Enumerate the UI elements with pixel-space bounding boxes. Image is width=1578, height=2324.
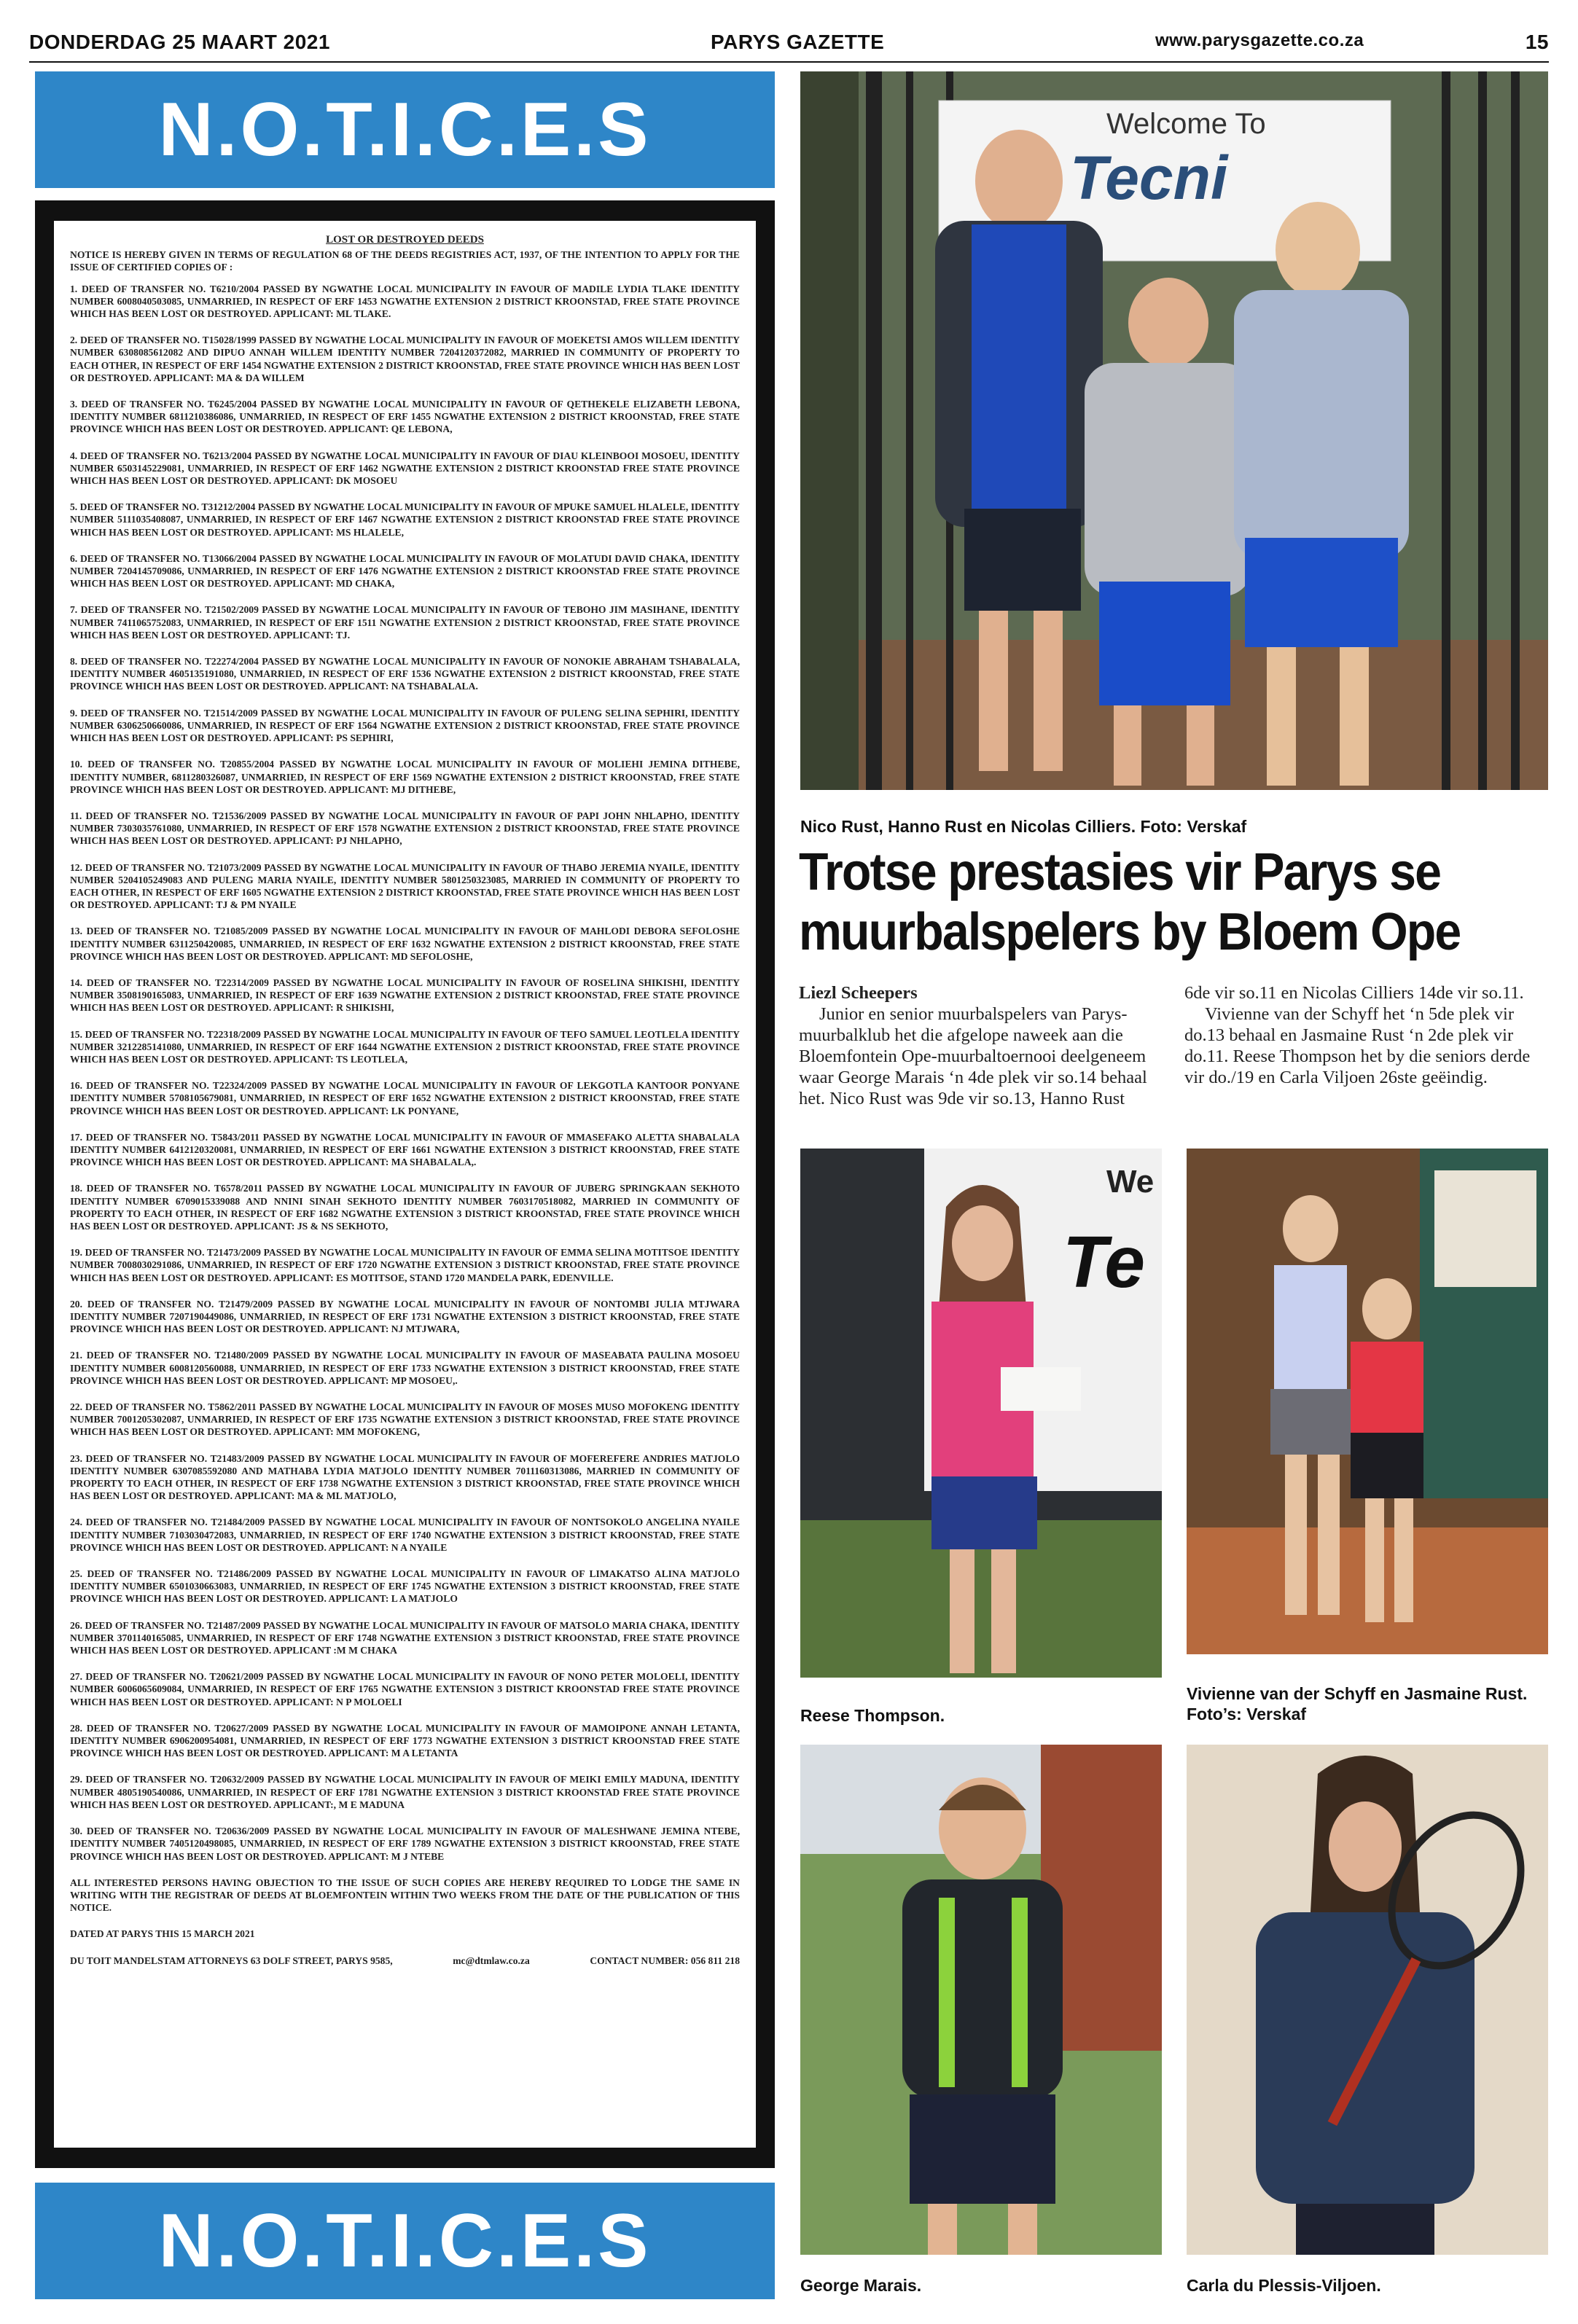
article-column-1 (799, 982, 1163, 1109)
svg-text:We: We (1106, 1164, 1155, 1200)
article-column-2 (1184, 982, 1549, 1088)
notice-item: 28. DEED OF TRANSFER NO. T20627/2009 PASSED BY NGWATHE LOCAL MUNICIPALITY IN FAVOUR OF MAMOIPONE ANNAH LETANTA, IDENTITY NUMBER 6906200954081, UNMARRIED, IN RESPECT OF ERF 1773 NGWATHE EXTENSION 3 DISTRICT KROONSTAD FREE STATE PROVINCE WHICH HAS BEEN LOST OR DESTROYED. APPLICANT: M A LETANTA (70, 1722, 740, 1759)
page-header (29, 29, 1549, 63)
notice-item: 21. DEED OF TRANSFER NO. T21480/2009 PASSED BY NGWATHE LOCAL MUNICIPALITY IN FAVOUR OF MASEABATA PAULINA MOSOEU IDENTITY NUMBER 6008120560088, UNMARRIED, IN RESPECT OF ERF 1733 NGWATHE EXTENSION 3 DISTRICT KROONSTAD, FREE STATE PROVINCE WHICH HAS BEEN LOST OR DESTROYED. APPLICANT: MP MOSOEU,. (70, 1350, 740, 1386)
notices-banner-text: N.O.T.I.C.E.S (158, 87, 652, 172)
caption-three-boys: Nico Rust, Hanno Rust en Nicolas Cilliers. Foto: Verskaf (800, 817, 1247, 836)
photo-vivienne-jasmaine (1187, 1149, 1548, 1654)
sign-brand-text: Tecni (1070, 144, 1228, 212)
notices-closing: ALL INTERESTED PERSONS HAVING OBJECTION TO THE ISSUE OF SUCH COPIES ARE HEREBY REQUIRED TO LODGE THE SAME IN WRITING WITH THE REGISTRAR OF DEEDS AT BLOEMFONTEIN WITHIN TWO WEEKS FROM THE DATE OF THE PUBLICATION OF THIS NOTICE. (70, 1877, 740, 1914)
caption-carla-du-plessis-viljoen: Carla du Plessis-Viljoen. (1187, 2276, 1381, 2295)
notice-item: 23. DEED OF TRANSFER NO. T21483/2009 PASSED BY NGWATHE LOCAL MUNICIPALITY IN FAVOUR OF MOFEREFERE ANDRIES MATJOLO IDENTITY NUMBER 6307085592080 AND MATHABA LYDIA MATJOLO IDENTITY NUMBER 7011160313086, MARRIED IN COMMUNITY OF PROPERTY TO EACH OTHER, IN RESPECT OF ERF 1738 NGWATHE EXTENSION 3 DISTRICT KROONSTAD, FREE STATE PROVINCE WHICH HAS BEEN LOST OR DESTROYED. APPLICANT: MA & ML MATJOLO, (70, 1452, 740, 1502)
notice-list (70, 283, 740, 1863)
article-paragraph-2: Vivienne van der Schyff het ‘n 5de plek vir do.13 behaal en Jasmaine Rust ‘n 2de plek vir do.11. Reese Thompson het by die seniors derde vir do./19 en Carla Viljoen 26ste geëindig. (1184, 1004, 1531, 1087)
notice-item: 14. DEED OF TRANSFER NO. T22314/2009 PASSED BY NGWATHE LOCAL MUNICIPALITY IN FAVOUR OF ROSELINA SHIKISHI, IDENTITY NUMBER 3508190165083, UNMARRIED, IN RESPECT OF ERF 1639 NGWATHE EXTENSION 2 DISTRICT KROONSTAD, FREE STATE PROVINCE WHICH HAS BEEN LOST OR DESTROYED. APPLICANT: R SHIKISHI, (70, 977, 740, 1014)
photo-george-marais (800, 1745, 1162, 2255)
notice-item: 17. DEED OF TRANSFER NO. T5843/2011 PASSED BY NGWATHE LOCAL MUNICIPALITY IN FAVOUR OF MMASEFAKO ALETTA SHABALALA IDENTITY NUMBER 6412120320081, UNMARRIED, IN RESPECT OF ERF 1661 NGWATHE EXTENSION 3 DISTRICT KROONSTAD, FREE STATE PROVINCE WHICH HAS BEEN LOST OR DESTROYED. APPLICANT: MA SHABALALA,. (70, 1131, 740, 1168)
issue-date: DONDERDAG 25 MAART 2021 (29, 31, 330, 53)
caption-vivienne-jasmaine: Vivienne van der Schyff en Jasmaine Rust. Foto’s: Verskaf (1187, 1684, 1528, 1724)
notices-signature (70, 1955, 740, 1967)
notice-item: 25. DEED OF TRANSFER NO. T21486/2009 PASSED BY NGWATHE LOCAL MUNICIPALITY IN FAVOUR OF LIMAKATSO ALINA MATJOLO IDENTITY NUMBER 6501030663083, UNMARRIED, IN RESPECT OF ERF 1745 NGWATHE EXTENSION 3 DISTRICT KROONSTAD, FREE STATE PROVINCE WHICH HAS BEEN LOST OR DESTROYED. APPLICANT: L A MATJOLO (70, 1568, 740, 1605)
attorneys-address: DU TOIT MANDELSTAM ATTORNEYS 63 DOLF STREET, PARYS 9585, (70, 1955, 393, 1966)
notices-title: LOST OR DESTROYED DEEDS (326, 234, 484, 246)
notice-item: 3. DEED OF TRANSFER NO. T6245/2004 PASSED BY NGWATHE LOCAL MUNICIPALITY IN FAVOUR OF QETHEKELE ELIZABETH LEBONA, IDENTITY NUMBER 6811210386086, UNMARRIED, IN RESPECT OF ERF 1455 NGWATHE EXTENSION 2 DISTRICT KROONSTAD, FREE STATE PROVINCE WHICH HAS BEEN LOST OR DESTROYED. APPLICANT: QE LEBONA, (70, 399, 740, 435)
article-paragraph-1: Junior en senior muurbalspelers van Parys-muurbalklub het die afgelope naweek aan die Bloemfontein Ope-muurbaltoernooi deelgeneem waar George Marais ‘n 4de plek vir so.14 behaal het. Nico Rust was 9de vir so.13, Hanno Rust (799, 1004, 1147, 1108)
notice-item: 2. DEED OF TRANSFER NO. T15028/1999 PASSED BY NGWATHE LOCAL MUNICIPALITY IN FAVOUR OF MOEKETSI AMOS WILLEM IDENTITY NUMBER 6308085612082 AND DIPUO ANNAH WILLEM IDENTITY NUMBER 7204120372082, MARRIED IN COMMUNITY OF PROPERTY TO EACH OTHER, IN RESPECT OF ERF 1454 NGWATHE EXTENSION 2 DISTRICT KROONSTAD, FREE STATE PROVINCE WHICH HAS BEEN LOST OR DESTROYED. APPLICANT: MA & DA WILLEM (70, 334, 740, 383)
photo-reese-thompson (800, 1149, 1162, 1678)
attorneys-contact: CONTACT NUMBER: 056 811 218 (590, 1955, 740, 1966)
website-link[interactable]: www.parysgazette.co.za (1155, 31, 1364, 50)
notice-item: 13. DEED OF TRANSFER NO. T21085/2009 PASSED BY NGWATHE LOCAL MUNICIPALITY IN FAVOUR OF MAHLODI DEBORA SEFOLOSHE IDENTITY NUMBER 6311250420085, UNMARRIED, IN RESPECT OF ERF 1632 NGWATHE EXTENSION 2 DISTRICT KROONSTAD, FREE STATE PROVINCE WHICH HAS BEEN LOST OR DESTROYED. APPLICANT: MD SEFOLOSHE, (70, 926, 740, 962)
notice-item: 26. DEED OF TRANSFER NO. T21487/2009 PASSED BY NGWATHE LOCAL MUNICIPALITY IN FAVOUR OF MATSOLO MARIA CHAKA, IDENTITY NUMBER 3701140165085, UNMARRIED, IN RESPECT OF ERF 1748 NGWATHE EXTENSION 3 DISTRICT KROONSTAD, FREE STATE PROVINCE WHICH HAS BEEN LOST OR DESTROYED. APPLICANT :M M CHAKA (70, 1619, 740, 1656)
notice-item: 20. DEED OF TRANSFER NO. T21479/2009 PASSED BY NGWATHE LOCAL MUNICIPALITY IN FAVOUR OF NONTOMBI JULIA MTJWARA IDENTITY NUMBER 7207190449086, UNMARRIED, IN RESPECT OF ERF 1731 NGWATHE EXTENSION 3 DISTRICT KROONSTAD, FREE STATE PROVINCE WHICH HAS BEEN LOST OR DESTROYED. APPLICANT: NJ MTJWARA, (70, 1298, 740, 1335)
notice-item: 7. DEED OF TRANSFER NO. T21502/2009 PASSED BY NGWATHE LOCAL MUNICIPALITY IN FAVOUR OF TEBOHO JIM MASIHANE, IDENTITY NUMBER 7411065752083, UNMARRIED, IN RESPECT OF ERF 1511 NGWATHE EXTENSION 2 DISTRICT KROONSTAD, FREE STATE PROVINCE WHICH HAS BEEN LOST OR DESTROYED. APPLICANT: TJ. (70, 604, 740, 641)
photo-three-boys (800, 71, 1548, 790)
notice-item: 4. DEED OF TRANSFER NO. T6213/2004 PASSED BY NGWATHE LOCAL MUNICIPALITY IN FAVOUR OF DIAU KLEINBOOI MOSOEU, IDENTITY NUMBER 6503145229081, UNMARRIED, IN RESPECT OF ERF 1462 NGWATHE EXTENSION 2 DISTRICT KROONSTAD FREE STATE PROVINCE WHICH HAS BEEN LOST OR DESTROYED. APPLICANT: DK MOSOEU (70, 450, 740, 487)
caption-george-marais: George Marais. (800, 2276, 922, 2295)
sign-welcome-text: Welcome To (1106, 108, 1266, 140)
notice-item: 16. DEED OF TRANSFER NO. T22324/2009 PASSED BY NGWATHE LOCAL MUNICIPALITY IN FAVOUR OF LEKGOTLA KANTOOR PONYANE IDENTITY NUMBER 5708105679081, UNMARRIED, IN RESPECT OF ERF 1652 NGWATHE EXTENSION 2 DISTRICT KROONSTAD, FREE STATE PROVINCE WHICH HAS BEEN LOST OR DESTROYED. APPLICANT: LK PONYANE, (70, 1080, 740, 1116)
notice-item: 5. DEED OF TRANSFER NO. T31212/2004 PASSED BY NGWATHE LOCAL MUNICIPALITY IN FAVOUR OF MPUKE SAMUEL HLALELE, IDENTITY NUMBER 5111035408087, UNMARRIED, IN RESPECT OF ERF 1467 NGWATHE EXTENSION 2 DISTRICT KROONSTAD FREE STATE PROVINCE WHICH HAS BEEN LOST OR DESTROYED. APPLICANT: MS HLALELE, (70, 501, 740, 538)
notice-item: 1. DEED OF TRANSFER NO. T6210/2004 PASSED BY NGWATHE LOCAL MUNICIPALITY IN FAVOUR OF MADILE LYDIA TLAKE IDENTITY NUMBER 6008040503085, UNMARRIED, IN RESPECT OF ERF 1453 NGWATHE EXTENSION 2 DISTRICT KROONSTAD, FREE STATE PROVINCE WHICH HAS BEEN LOST OR DESTROYED. APPLICANT: ML TLAKE. (70, 283, 740, 320)
notice-item: 19. DEED OF TRANSFER NO. T21473/2009 PASSED BY NGWATHE LOCAL MUNICIPALITY IN FAVOUR OF EMMA SELINA MOTITSOE IDENTITY NUMBER 7008030291086, UNMARRIED, IN RESPECT OF ERF 1720 NGWATHE EXTENSION 3 DISTRICT KROONSTAD, FREE STATE PROVINCE WHICH HAS BEEN LOST OR DESTROYED. APPLICANT: ES MOTITSOE, STAND 1720 MANDELA PARK, EDENVILLE. (70, 1247, 740, 1283)
svg-text:Te: Te (1063, 1221, 1145, 1303)
notices-banner-bottom (35, 2183, 775, 2299)
notices-box (35, 200, 775, 2168)
newspaper-name: PARYS GAZETTE (711, 31, 885, 53)
notice-item: 8. DEED OF TRANSFER NO. T22274/2004 PASSED BY NGWATHE LOCAL MUNICIPALITY IN FAVOUR OF NONOKIE ABRAHAM TSHABALALA, IDENTITY NUMBER 4605135191080, UNMARRIED, IN RESPECT OF ERF 1536 NGWATHE EXTENSION 2 DISTRICT KROONSTAD, FREE STATE PROVINCE WHICH HAS BEEN LOST OR DESTROYED. APPLICANT: NA TSHABALALA. (70, 656, 740, 692)
notice-item: 15. DEED OF TRANSFER NO. T22318/2009 PASSED BY NGWATHE LOCAL MUNICIPALITY IN FAVOUR OF TEFO SAMUEL LEOTLELA IDENTITY NUMBER 3212285141080, UNMARRIED, IN RESPECT OF ERF 1644 NGWATHE EXTENSION 2 DISTRICT KROONSTAD, FREE STATE PROVINCE WHICH HAS BEEN LOST OR DESTROYED. APPLICANT: TS LEOTLELA, (70, 1028, 740, 1065)
notices-content (54, 221, 756, 2148)
notice-item: 30. DEED OF TRANSFER NO. T20636/2009 PASSED BY NGWATHE LOCAL MUNICIPALITY IN FAVOUR OF MALESHWANE JEMINA NTEBE, IDENTITY NUMBER 7405120498085, UNMARRIED, IN RESPECT OF ERF 1789 NGWATHE EXTENSION 3 DISTRICT KROONSTAD, FREE STATE PROVINCE WHICH HAS BEEN LOST OR DESTROYED. APPLICANT: M J NTEBE (70, 1826, 740, 1862)
article-paragraph-1-continued: 6de vir so.11 en Nicolas Cilliers 14de vir so.11. (1184, 983, 1524, 1003)
notices-dated: DATED AT PARYS THIS 15 MARCH 2021 (70, 1928, 255, 1940)
attorneys-email: mc@dtmlaw.co.za (453, 1955, 530, 1966)
notice-item: 22. DEED OF TRANSFER NO. T5862/2011 PASSED BY NGWATHE LOCAL MUNICIPALITY IN FAVOUR OF MOSES MUSO MOFOKENG IDENTITY NUMBER 7001205302087, UNMARRIED, IN RESPECT OF ERF 1735 NGWATHE EXTENSION 3 DISTRICT KROONSTAD, FREE STATE PROVINCE WHICH HAS BEEN LOST OR DESTROYED. APPLICANT: MM MOFOKENG, (70, 1401, 740, 1438)
article-byline: Liezl Scheepers (799, 983, 918, 1003)
photo-carla-du-plessis-viljoen (1187, 1745, 1548, 2255)
notices-banner-text: N.O.T.I.C.E.S (158, 2198, 652, 2283)
notice-item: 11. DEED OF TRANSFER NO. T21536/2009 PASSED BY NGWATHE LOCAL MUNICIPALITY IN FAVOUR OF PAPI JOHN NHLAPHO, IDENTITY NUMBER 7303035761080, UNMARRIED, IN RESPECT OF ERF 1578 NGWATHE EXTENSION 2 DISTRICT KROONSTAD, FREE STATE PROVINCE WHICH HAS BEEN LOST OR DESTROYED. APPLICANT: PJ NHLAPHO, (70, 810, 740, 847)
notice-item: 9. DEED OF TRANSFER NO. T21514/2009 PASSED BY NGWATHE LOCAL MUNICIPALITY IN FAVOUR OF PULENG SELINA SEPHIRI, IDENTITY NUMBER 6306250660086, UNMARRIED, IN RESPECT OF ERF 1564 NGWATHE EXTENSION 2 DISTRICT KROONSTAD, FREE STATE PROVINCE WHICH HAS BEEN LOST OR DESTROYED. APPLICANT: PS SEPHIRI, (70, 707, 740, 744)
notices-banner-top (35, 71, 775, 188)
article-headline: Trotse prestasies vir Parys se muurbalspelers by Bloem Ope (799, 843, 1461, 961)
caption-reese-thompson: Reese Thompson. (800, 1706, 945, 1725)
notice-item: 27. DEED OF TRANSFER NO. T20621/2009 PASSED BY NGWATHE LOCAL MUNICIPALITY IN FAVOUR OF NONO PETER MOLOELI, IDENTITY NUMBER 6006065609084, UNMARRIED, IN RESPECT OF ERF 1765 NGWATHE EXTENSION 3 DISTRICT KROONSTAD FREE STATE PROVINCE WHICH HAS BEEN LOST OR DESTROYED. APPLICANT: N P MOLOELI (70, 1671, 740, 1707)
notice-item: 18. DEED OF TRANSFER NO. T6578/2011 PASSED BY NGWATHE LOCAL MUNICIPALITY IN FAVOUR OF JUBERG SPRINGKAAN SEKHOTO IDENTITY NUMBER 6709015339088 AND NNINI SINAH SEKHOTO IDENTITY NUMBER 7603170518082, MARRIED IN COMMUNITY OF PROPERTY TO EACH OTHER, IN RESPECT OF ERF 1682 NGWATHE EXTENSION 3 DISTRICT KROONSTAD, FREE STATE PROVINCE WHICH HAS BEEN LOST OR DESTROYED. APPLICANT: JS & NS SEKHOTO, (70, 1183, 740, 1232)
notice-item: 6. DEED OF TRANSFER NO. T13066/2004 PASSED BY NGWATHE LOCAL MUNICIPALITY IN FAVOUR OF MOLATUDI DAVID CHAKA, IDENTITY NUMBER 7204145709086, UNMARRIED, IN RESPECT OF ERF 1476 NGWATHE EXTENSION 2 DISTRICT KROONSTAD FREE STATE PROVINCE WHICH HAS BEEN LOST OR DESTROYED. APPLICANT: MD CHAKA, (70, 552, 740, 590)
notices-intro: NOTICE IS HEREBY GIVEN IN TERMS OF REGULATION 68 OF THE DEEDS REGISTRIES ACT, 1937, OF THE INTENTION TO APPLY FOR THE ISSUE OF CERTIFIED COPIES OF : (70, 249, 740, 273)
page-number: 15 (1525, 31, 1549, 53)
notice-item: 29. DEED OF TRANSFER NO. T20632/2009 PASSED BY NGWATHE LOCAL MUNICIPALITY IN FAVOUR OF MEIKI EMILY MADUNA, IDENTITY NUMBER 4805190540086, UNMARRIED, IN RESPECT OF ERF 1781 NGWATHE EXTENSION 3 DISTRICT KROONSTAD FREE STATE PROVINCE WHICH HAS BEEN LOST OR DESTROYED. APPLICANT:, M E MADUNA (70, 1774, 740, 1810)
notice-item: 24. DEED OF TRANSFER NO. T21484/2009 PASSED BY NGWATHE LOCAL MUNICIPALITY IN FAVOUR OF NONTSOKOLO ANGELINA NYAILE IDENTITY NUMBER 7103030472083, UNMARRIED, IN RESPECT OF ERF 1740 NGWATHE EXTENSION 3 DISTRICT KROONSTAD, FREE STATE PROVINCE WHICH HAS BEEN LOST OR DESTROYED. APPLICANT: N A NYAILE (70, 1517, 740, 1553)
notice-item: 10. DEED OF TRANSFER NO. T20855/2004 PASSED BY NGWATHE LOCAL MUNICIPALITY IN FAVOUR OF MOLIEHI JEMINA DITHEBE, IDENTITY NUMBER, 6811280326087, UNMARRIED, IN RESPECT OF ERF 1569 NGWATHE EXTENSION 2 DISTRICT KROONSTAD, FREE STATE PROVINCE WHICH HAS BEEN LOST OR DESTROYED. APPLICANT: MJ DITHEBE, (70, 759, 740, 795)
notice-item: 12. DEED OF TRANSFER NO. T21073/2009 PASSED BY NGWATHE LOCAL MUNICIPALITY IN FAVOUR OF THABO JEREMIA NYAILE, IDENTITY NUMBER 5204105249083 AND PULENG MARIA NYAILE, IDENTITY NUMBER 5801250323085, MARRIED IN COMMUNITY OF PROPERTY TO EACH OTHER, IN RESPECT OF ERF 1605 NGWATHE EXTENSION 2 DISTRICT KROONSTAD, FREE STATE PROVINCE WHICH HAS BEEN LOST OR DESTROYED. APPLICANT: TJ & PM NYAILE (70, 861, 740, 911)
